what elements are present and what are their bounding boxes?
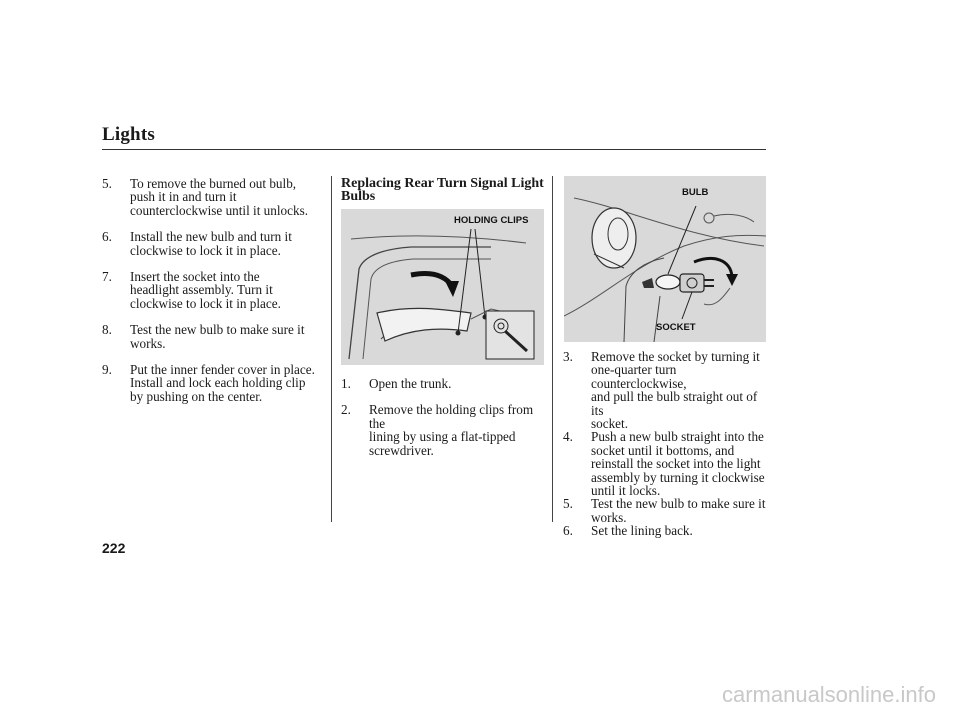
step-text-line: socket until it bottoms, and [591,442,735,458]
step-text-line: Open the trunk. [369,376,452,391]
step-text-line: and pull the bulb straight out of its [591,389,758,418]
heading-line: Replacing Rear Turn Signal Light [341,176,544,191]
step-2 [341,403,551,457]
step-text-line: headlight assembly. Turn it [130,282,273,298]
step-6-right [563,524,768,537]
trunk-lining-illustration [341,209,544,365]
step-text-line: until it locks. [591,483,661,499]
step-text-line: works. [591,509,627,525]
step-text-line: To remove the burned out bulb, [130,176,297,191]
page-title: Lights [102,124,155,145]
step-number: 7. [102,269,112,285]
step-text-line: Insert the socket into the [130,269,260,285]
middle-column-steps [341,377,551,457]
step-8-left [102,323,328,350]
socket-bulb-illustration [564,176,766,342]
step-text-line: one-quarter turn counterclockwise, [591,362,687,391]
step-text-line: Test the new bulb to make sure it [591,496,766,512]
socket-bulb-drawing [564,176,766,342]
column-divider [331,176,332,522]
step-5-right [563,497,768,524]
step-text-line: reinstall the socket into the light [591,456,761,472]
watermark: carmanualsonline.info [721,682,936,707]
step-4 [563,430,768,497]
step-text-line: clockwise to lock it in place. [130,295,281,311]
left-column [102,177,328,403]
column-divider [552,176,553,522]
step-number: 8. [102,322,112,338]
step-3 [563,350,768,430]
step-text-line: Remove the socket by turning it [591,349,760,364]
step-number: 4. [563,429,573,445]
step-text-line: push it in and turn it [130,189,237,205]
step-number: 9. [102,362,112,378]
step-text-line: counterclockwise until it unlocks. [130,202,308,218]
step-text-line: by pushing on the center. [130,388,263,404]
step-text-line: lining by using a flat-tipped [369,429,516,445]
title-divider [102,149,766,150]
step-text-line: screwdriver. [369,442,434,458]
step-number: 6. [563,523,573,539]
step-1 [341,377,551,390]
socket-label: SOCKET [656,322,696,333]
holding-clips-label: HOLDING CLIPS [454,215,529,226]
bulb-label: BULB [682,187,709,198]
step-text-line: Install the new bulb and turn it [130,229,292,245]
step-text-line: works. [130,335,166,351]
step-number: 6. [102,229,112,245]
step-text-line: Put the inner fender cover in place. [130,362,315,378]
step-number: 2. [341,402,351,418]
section-heading [341,177,551,203]
step-5-left [102,177,328,217]
right-column-steps [563,350,768,538]
step-number: 5. [102,176,112,191]
step-6-left [102,230,328,257]
step-text-line: clockwise to lock it in place. [130,242,281,258]
step-9-left [102,363,328,403]
step-7-left [102,270,328,310]
step-number: 3. [563,349,573,364]
step-number: 1. [341,376,351,391]
step-text-line: Push a new bulb straight into the [591,429,764,445]
page-number: 222 [102,540,126,556]
step-text-line: Remove the holding clips from the [369,402,534,431]
trunk-lining-drawing [341,209,544,365]
step-text-line: socket. [591,416,628,432]
step-text-line: Test the new bulb to make sure it [130,322,305,338]
step-text-line: assembly by turning it clockwise [591,469,765,485]
step-number: 5. [563,496,573,512]
step-text-line: Install and lock each holding clip [130,375,306,391]
step-text-line: Set the lining back. [591,523,693,539]
heading-line: Bulbs [341,189,376,204]
